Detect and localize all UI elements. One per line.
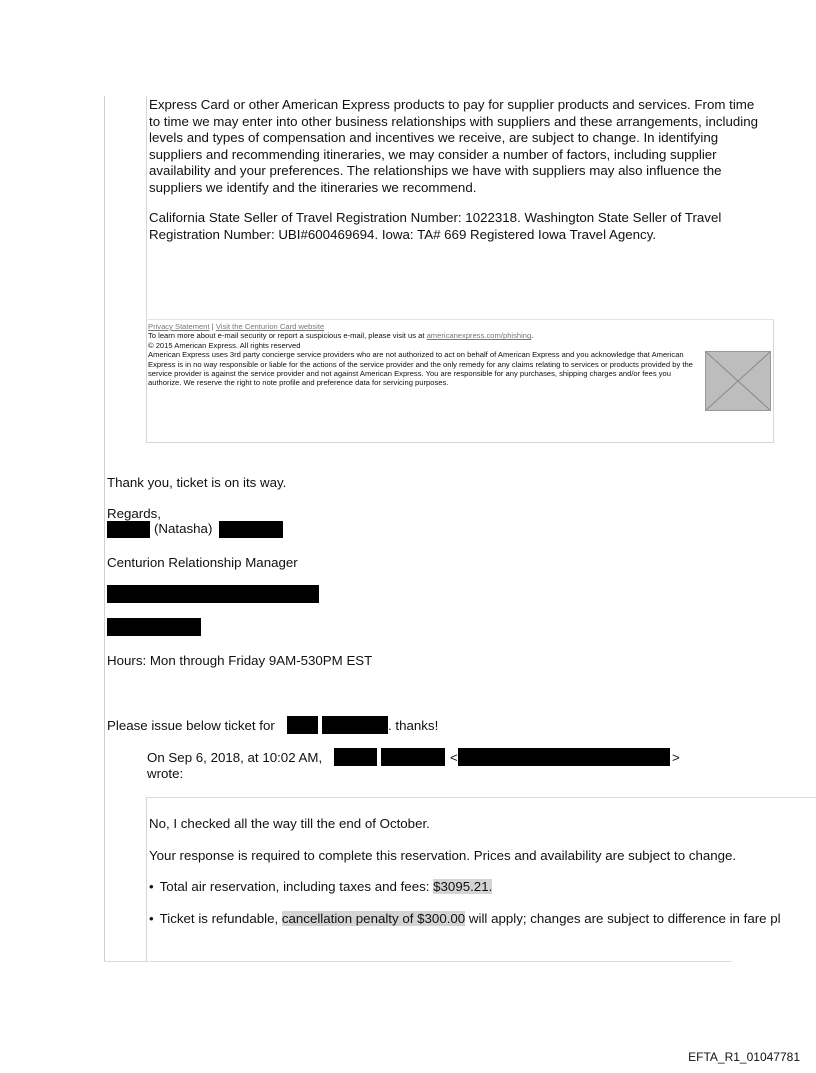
security-text: To learn more about e-mail security or report a suspicious e-mail, please visit us at (148, 331, 425, 341)
redacted-contact-line-1 (107, 585, 319, 603)
broken-image-placeholder (705, 351, 771, 411)
bullet-marker: • (149, 911, 154, 926)
signature-nickname: (Natasha) (154, 521, 213, 536)
centurion-card-link[interactable]: Visit the Centurion Card website (215, 322, 325, 331)
email-close-bracket: > (672, 750, 680, 765)
phishing-link[interactable]: americanexpress.com/phishing (426, 331, 532, 341)
email-open-bracket: < (450, 750, 458, 765)
privacy-statement-link[interactable]: Privacy Statement (148, 322, 210, 331)
quoted-line-response-required: Your response is required to complete this reservation. Prices and availability are subject to change. (149, 848, 737, 863)
disclosure-paragraph: Express Card or other American Express products to pay for supplier products and services. From time to time we may enter into other business relationships with suppliers and these arrangements, including levels and types of compensation and incentives we receive, are subject to change. In identifying suppliers and recommending itineraries, we may consider a number of factors, including supplier availability and your preferences. The relationships we have with suppliers may also influence the suppliers we identify and the itineraries we recommend. (149, 97, 759, 195)
outer-quote-rule (104, 96, 105, 962)
redacted-sender-email (458, 748, 670, 766)
inner-quote-bottom-rule (146, 442, 774, 443)
issue-prefix: Please issue below ticket for (107, 718, 275, 733)
bullet-marker: • (149, 879, 154, 894)
regards-line: Regards, (107, 506, 161, 521)
redacted-sender-first (334, 748, 377, 766)
quoted-bullet-total (149, 879, 492, 895)
quoted-line-october: No, I checked all the way till the end of October. (149, 816, 430, 831)
copyright-text: © 2015 American Express. All rights reserved (148, 340, 301, 350)
footer-links-row (148, 322, 696, 331)
total-amount-highlight: $3095.21. (433, 879, 493, 894)
redacted-sender-last (381, 748, 445, 766)
footer-separator: | (211, 322, 214, 331)
redacted-passenger-first (287, 716, 318, 734)
quote-attribution-wrote: wrote: (147, 766, 184, 781)
redacted-passenger-last (322, 716, 388, 734)
footer-security-row: To learn more about e-mail security or report a suspicious e-mail, please visit us at americanexpress.com/phishing. (148, 331, 534, 341)
refundable-label: Ticket is refundable, (159, 911, 279, 926)
quote-attribution-date: On Sep 6, 2018, at 10:02 AM, (147, 750, 323, 765)
quoted-bullet-refundable (149, 911, 816, 927)
disclaimer-text: American Express uses 3rd party concierge service providers who are not authorized to act on behalf of American Express and you acknowledge that American Express is in no way responsible or liable for the actions of the service provider and the only remedy for any claims relating to services or products provided by the service provider is against the service provider and not against American Express. You are responsible for any purchases, shipping charges and/or fees you authorize. We reserve the right to note profile and preference data for servicing purposes. (148, 350, 693, 388)
document-id: EFTA_R1_01047781 (688, 1050, 800, 1064)
registration-paragraph: California State Seller of Travel Registration Number: 1022318. Washington State Seller of Travel Registration Number: UBI#600469694. Iowa: TA# 669 Registered Iowa Travel Agency. (149, 210, 722, 242)
redacted-last-name (219, 521, 283, 538)
redacted-contact-line-2 (107, 618, 201, 636)
job-title: Centurion Relationship Manager (107, 555, 298, 570)
issue-suffix: . thanks! (388, 718, 439, 733)
redacted-first-name (107, 521, 150, 538)
footer-text-block (148, 322, 696, 388)
office-hours: Hours: Mon through Friday 9AM-530PM EST (107, 653, 373, 668)
refundable-suffix: will apply; changes are subject to difference in fare pl (468, 911, 781, 926)
outer-quote-bottom-rule (104, 961, 732, 962)
image-placeholder-icon (706, 352, 770, 410)
cancellation-penalty-highlight: cancellation penalty of $300.00 (281, 911, 466, 926)
thanks-line: Thank you, ticket is on its way. (107, 475, 287, 490)
total-label: Total air reservation, including taxes and fees: (159, 879, 430, 894)
